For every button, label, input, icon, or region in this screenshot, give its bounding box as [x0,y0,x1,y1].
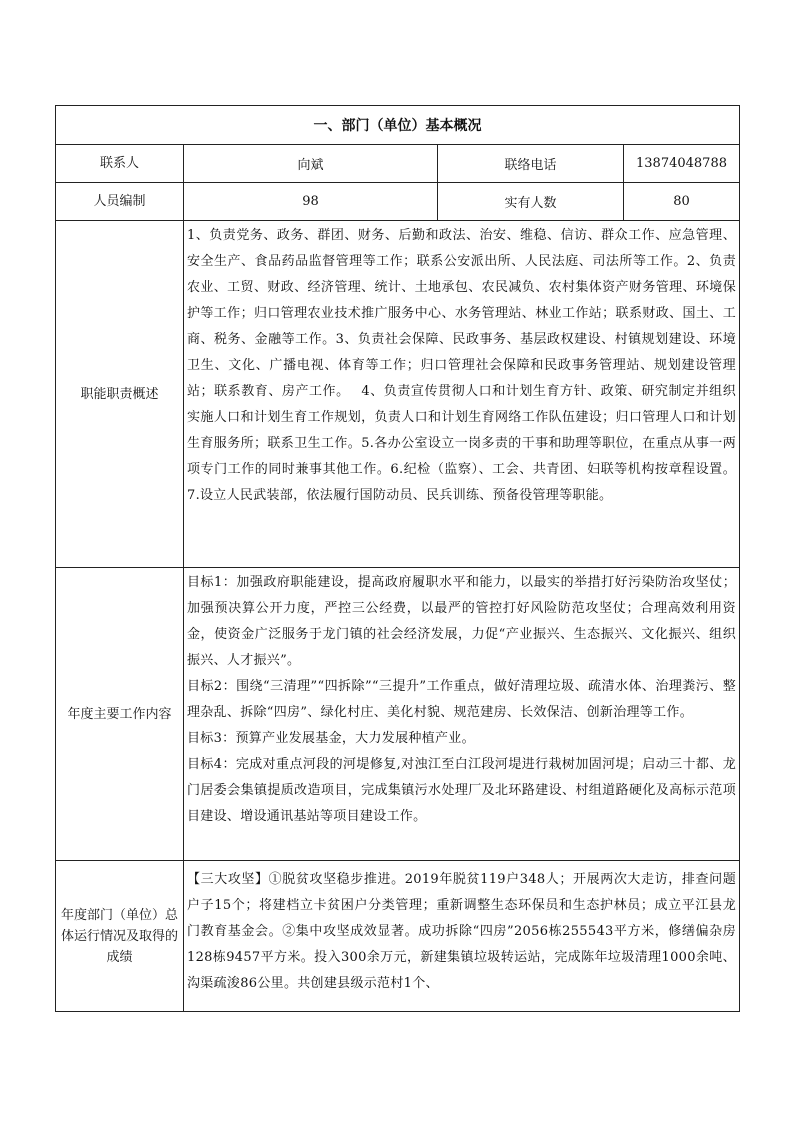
goal-1: 目标1：加强政府职能建设，提高政府履职水平和能力，以最实的举措打好污染防治攻坚仗；加强预决算公开力度，严控三公经费，以最严的管控打好风险防范攻坚仗；合理高效利用资金，使资金广泛服务于龙门镇的社会经济发展，力促“产业振兴、生态振兴、文化振兴、组织振兴、人才振兴”。 [187,575,736,668]
goal-4: 目标4：完成对重点河段的河堤修复,对浊江至白江段河堤进行栽树加固河堤；启动三十都、龙门居委会集镇提质改造项目，完成集镇污水处理厂及北环路建设、村组道路硬化及高标示范项目建设、增设通讯基站等项目建设工作。 [187,757,736,824]
staff-quota-value: 98 [184,183,438,221]
results-text: 【三大攻坚】①脱贫攻坚稳步推进。2019年脱贫119户348人；开展两次大走访，排查问题户子15个；将建档立卡贫困户分类管理；重新调整生态环保员和生态护林员；成立平江县龙门教育基金会。②集中攻坚成效显著。成功拆除“四房”2056栋255543平方米，修缮偏杂房128栋9457平方米。投入300余万元，新建集镇垃圾转运站，完成陈年垃圾清理1000余吨、沟渠疏浚86公里。共创建县级示范村1个、 [184,861,740,1012]
phone-value: 13874048788 [624,145,740,183]
contact-label: 联系人 [56,145,184,183]
contact-value: 向斌 [184,145,438,183]
section-title: 一、部门（单位）基本概况 [56,106,740,145]
results-label: 年度部门（单位）总体运行情况及取得的成绩 [56,861,184,1012]
actual-staff-label: 实有人数 [438,183,624,221]
goal-3: 目标3：预算产业发展基金，大力发展种植产业。 [187,731,475,746]
duties-text: 1、负责党务、政务、群团、财务、后勤和政法、治安、维稳、信访、群众工作、应急管理、安全生产、食品药品监督管理等工作；联系公安派出所、人民法庭、司法所等工作。2、负责农业、工贸、财政、经济管理、统计、土地承包、农民减负、农村集体资产财务管理、环境保护等工作；归口管理农业技术推广服务中心、水务管理站、林业工作站；联系财政、国土、工商、税务、金融等工作。3、负责社会保障、民政事务、基层政权建设、村镇规划建设、环境卫生、文化、广播电视、体育等工作；归口管理社会保障和民政事务管理站、规划建设管理站；联系教育、房产工作。 4、负责宣传贯彻人口和计划生育方针、政策、研究制定并组织实施人口和计划生育工作规划，负责人口和计划生育网络工作队伍建设；归口管理人口和计划生育服务所；联系卫生工作。5.各办公室设立一岗多责的干事和助理等职位，在重点从事一两项专门工作的同时兼事其他工作。6.纪检（监察）、工会、共青团、妇联等机构按章程设置。7.设立人民武装部，依法履行国防动员、民兵训练、预备役管理等职能。 [184,221,740,568]
duties-label: 职能职责概述 [56,221,184,568]
actual-staff-value: 80 [624,183,740,221]
annual-work-goals [184,568,740,861]
staff-quota-label: 人员编制 [56,183,184,221]
annual-work-label: 年度主要工作内容 [56,568,184,861]
goal-2: 目标2：围绕“三清理”“四拆除”“三提升”工作重点，做好清理垃圾、疏清水体、治理粪污、整理杂乱、拆除“四房”、绿化村庄、美化村貌、规范建房、长效保洁、创新治理等工作。 [187,679,736,720]
phone-label: 联络电话 [438,145,624,183]
basic-info-table [55,105,740,1012]
